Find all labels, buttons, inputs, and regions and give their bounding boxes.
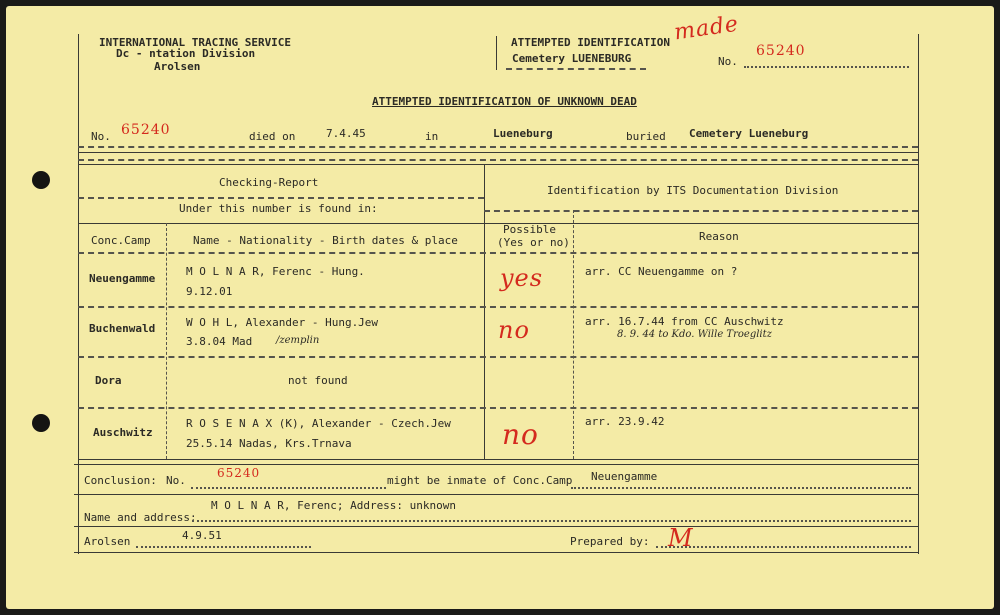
dotted-line [656,546,911,548]
rule [78,197,484,199]
prepared-by-initial: M [668,524,694,552]
rule [74,526,918,527]
header-no-label: No. [718,55,738,68]
index-card [6,6,994,609]
name-address-value: M O L N A R, Ferenc; Address: unknown [211,499,457,512]
org-city: Arolsen [154,60,201,73]
punch-hole [32,171,50,189]
conclusion-text: might be inmate of Conc.Camp [387,474,573,487]
record-no-label: No. [91,130,111,143]
rule [484,210,918,212]
record-no-value: 65240 [121,122,171,138]
table-top [78,164,918,165]
name-address-label: Name and address: [84,511,197,524]
identification-title: Identification by ITS Documentation Division [547,184,839,197]
table-bottom [78,459,918,460]
punch-hole [32,414,50,432]
conclusion-label: Conclusion: [84,474,157,487]
died-label: died on [249,130,296,143]
col-camp-header: Conc.Camp [91,234,151,247]
burial-place: Cemetery Lueneburg [689,127,809,140]
row-person: M O L N A R, Ferenc - Hung. [186,265,365,278]
conclusion-no-value: 65240 [217,466,261,480]
row-person: R O S E N A X (K), Alexander - Czech.Jew [186,417,451,430]
card-bottom-rule [74,552,918,553]
number-line [744,66,909,68]
row-reason: arr. 23.9.42 [585,415,665,428]
col-reason-header: Reason [699,230,739,243]
form-title: ATTEMPTED IDENTIFICATION OF UNKNOWN DEAD [372,95,637,108]
record-rule [78,152,918,153]
row-birth: 9.12.01 [186,285,233,298]
left-border [78,34,79,554]
row-rule [78,407,918,409]
dotted-line [571,487,911,489]
column-divider [166,223,167,459]
footer-place: Arolsen [84,535,131,548]
org-name: INTERNATIONAL TRACING SERVICE [99,36,292,49]
header-divider [496,36,497,70]
right-border [918,34,919,554]
rule [74,464,918,465]
rule [74,494,918,495]
died-date: 7.4.45 [326,127,366,140]
row-rule [78,306,918,308]
buried-label: buried [626,130,666,143]
row-reason: arr. 16.7.44 from CC Auschwitz [585,315,784,328]
row-reason: arr. CC Neuengamme on ? [585,265,738,278]
dotted-line [191,487,386,489]
row-birth-handwritten: /zemplin [276,335,320,346]
dotted-line [192,520,911,522]
attempted-label: ATTEMPTED IDENTIFICATION [511,36,670,49]
record-rule [78,146,918,148]
conclusion-no-label: No. [166,474,186,487]
row-possible: yes [500,264,544,292]
column-header-rule [78,223,918,224]
row-rule [78,356,918,358]
row-rule [78,252,918,254]
org-division: Dc - ntation Division [116,47,256,60]
row-camp: Neuengamme [89,272,156,285]
prepared-by-label: Prepared by: [570,535,650,548]
row-camp: Auschwitz [93,426,153,439]
row-birth: 25.5.14 Nadas, Krs.Trnava [186,437,352,450]
col-possible-header-sub: (Yes or no) [497,236,570,249]
row-person: not found [288,374,348,387]
record-rule [78,159,918,161]
section-divider [484,164,485,460]
row-possible: no [498,316,530,344]
column-divider [573,210,574,459]
death-place: Lueneburg [493,127,553,140]
row-camp: Dora [95,374,122,387]
footer-date: 4.9.51 [182,529,222,542]
conclusion-camp: Neuengamme [591,470,658,483]
col-possible-header: Possible [503,223,556,236]
checking-subtitle: Under this number is found in: [179,202,378,215]
dotted-line [136,546,311,548]
col-name-header: Name - Nationality - Birth dates & place [193,234,458,247]
in-label: in [425,130,439,143]
row-reason-handwritten: 8. 9. 44 to Kdo. Wille Troeglitz [617,329,772,340]
handwritten-made: made [672,11,741,46]
row-birth: 3.8.04 Mad [186,335,253,348]
checking-title: Checking-Report [219,176,319,189]
handwritten-number: 65240 [756,43,806,59]
cemetery-name: Cemetery LUENEBURG [512,52,632,65]
row-person: W O H L, Alexander - Hung.Jew [186,316,379,329]
row-possible: no [502,418,539,451]
underline [506,68,646,70]
row-camp: Buchenwald [89,322,156,335]
